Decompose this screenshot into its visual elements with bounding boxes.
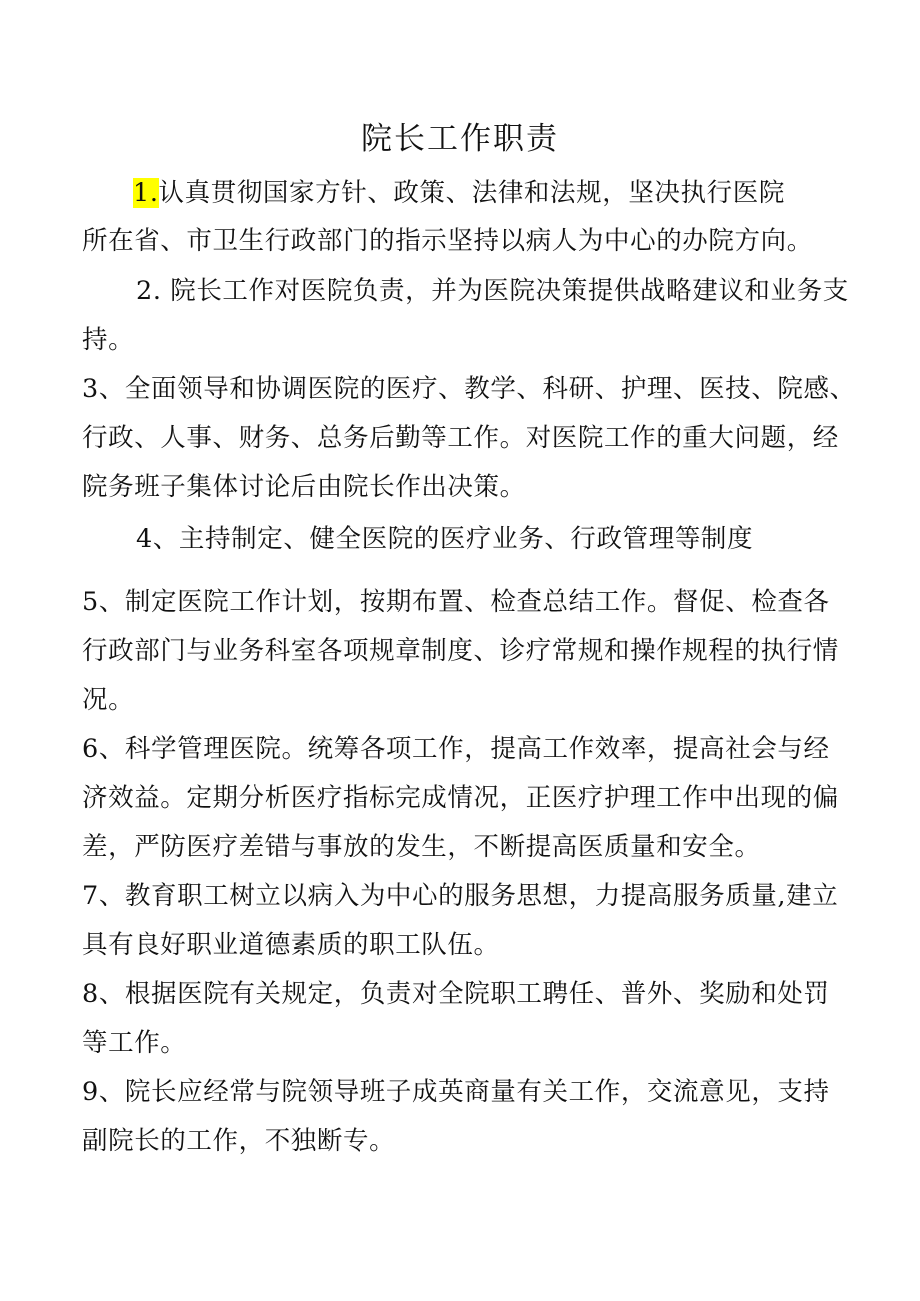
item-4-line-1: 4、主持制定、健全医院的医疗业务、行政管理等制度 [136, 524, 754, 554]
item-7-line-2: 具有良好职业道德素质的职工队伍。 [82, 930, 500, 960]
item-6-line-1: 6、科学管理医院。统筹各项工作，提高工作效率，提高社会与经 [82, 734, 830, 764]
item-7-line-1: 7、教育职工树立以病入为中心的服务思想，力提高服务质量,建立 [82, 881, 839, 911]
item-9-line-1: 9、院长应经常与院领导班子成英商量有关工作，交流意见，支持 [82, 1077, 830, 1107]
item-5-line-1: 5、制定医院工作计划，按期布置、检查总结工作。督促、检查各 [82, 587, 830, 617]
page-title: 院长工作职责 [361, 121, 559, 157]
item-5-line-3: 况。 [82, 685, 135, 715]
item-9-line-2: 副院长的工作，不独断专。 [82, 1126, 396, 1156]
item-8-line-1: 8、根据医院有关规定，负责对全院职工聘任、普外、奖励和处罚 [82, 979, 830, 1009]
item-1-line-1: 1.认真贯彻国家方针、政策、法律和法规，坚决执行医院 [133, 178, 785, 208]
item-1-line-2: 所在省、市卫生行政部门的指示坚持以病人为中心的办院方向。 [82, 226, 813, 256]
item-6-line-2: 济效益。定期分析医疗指标完成情况，正医疗护理工作中出现的偏 [82, 783, 839, 813]
item-2-line-1: 2. 院长工作对医院负责，并为医院决策提供战略建议和业务支 [136, 276, 849, 306]
item-3-line-3: 院务班子集体讨论后由院长作出决策。 [82, 472, 526, 502]
item-8-line-2: 等工作。 [82, 1028, 187, 1058]
item-5-line-2: 行政部门与业务科室各项规章制度、诊疗常规和操作规程的执行情 [82, 636, 839, 666]
item-1-number-highlight: 1. [133, 178, 159, 208]
item-6-line-3: 差，严防医疗差错与事放的发生，不断提高医质量和安全。 [82, 832, 761, 862]
item-2-line-2: 持。 [82, 325, 135, 355]
item-3-line-2: 行政、人事、财务、总务后勤等工作。对医院工作的重大问题，经 [82, 423, 839, 453]
item-3-line-1: 3、全面领导和协调医院的医疗、教学、科研、护理、医技、院感、 [82, 374, 856, 404]
